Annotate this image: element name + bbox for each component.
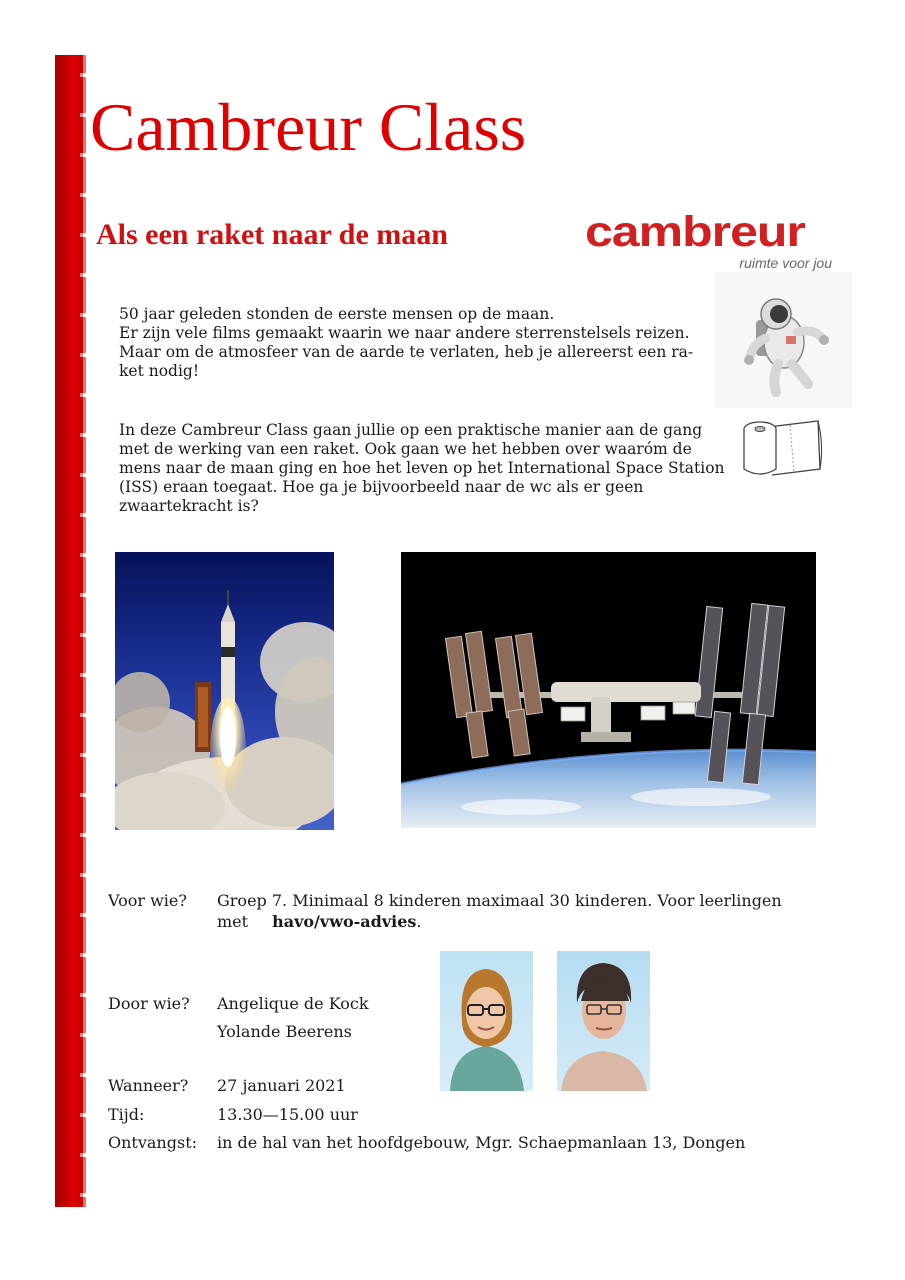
voor-wie-line2 bbox=[217, 912, 421, 932]
voor-wie-advice: havo/vwo-advies bbox=[272, 912, 417, 931]
body-line: zwaartekracht is? bbox=[119, 497, 259, 515]
voor-wie-label: Voor wie? bbox=[108, 891, 187, 910]
intro-line: 50 jaar geleden stonden de eerste mensen op de maan. bbox=[119, 305, 555, 323]
astronaut-icon bbox=[714, 272, 852, 408]
decorative-red-bar bbox=[55, 55, 83, 1207]
toilet-roll-icon bbox=[738, 413, 826, 485]
body-line: In deze Cambreur Class gaan jullie op een praktische manier aan de gang bbox=[119, 421, 703, 439]
presenter-photo bbox=[557, 951, 650, 1091]
wanneer-label: Wanneer? bbox=[108, 1076, 189, 1095]
logo-wordmark: cambreur bbox=[585, 207, 805, 256]
wanneer-value: 27 januari 2021 bbox=[217, 1076, 346, 1095]
body-line: met de werking van een raket. Ook gaan we het hebben over waaróm de bbox=[119, 440, 692, 458]
body-line: (ISS) eraan toegaat. Hoe ga je bijvoorbeeld naar de wc als er geen bbox=[119, 478, 644, 496]
ontvangst-value: in de hal van het hoofdgebouw, Mgr. Schaepmanlaan 13, Dongen bbox=[217, 1133, 746, 1152]
rocket-launch-photo bbox=[115, 552, 334, 830]
tijd-value: 13.30—15.00 uur bbox=[217, 1105, 358, 1124]
presenter-photo bbox=[440, 951, 533, 1091]
cambreur-logo bbox=[585, 207, 840, 272]
intro-line: Maar om de atmosfeer van de aarde te verlaten, heb je allereerst een ra- bbox=[119, 343, 694, 361]
body-paragraph bbox=[119, 421, 734, 516]
voor-wie-line1: Groep 7. Minimaal 8 kinderen maximaal 30 kinderen. Voor leerlingen bbox=[217, 891, 782, 910]
voor-wie-suffix: . bbox=[416, 912, 422, 931]
page-subtitle: Als een raket naar de maan bbox=[96, 218, 448, 251]
intro-paragraph bbox=[119, 305, 734, 381]
tijd-label: Tijd: bbox=[108, 1105, 145, 1124]
logo-tagline: ruimte voor jou bbox=[739, 255, 832, 271]
voor-wie-prefix: met bbox=[217, 912, 249, 931]
body-line: mens naar de maan ging en hoe het leven op het International Space Station bbox=[119, 459, 725, 477]
door-wie-label: Door wie? bbox=[108, 994, 190, 1013]
presenter-name: Angelique de Kock bbox=[217, 994, 369, 1013]
presenter-name: Yolande Beerens bbox=[217, 1022, 352, 1041]
iss-photo bbox=[401, 552, 816, 828]
page-title: Cambreur Class bbox=[90, 89, 527, 165]
intro-line: ket nodig! bbox=[119, 362, 200, 380]
ontvangst-label: Ontvangst: bbox=[108, 1133, 198, 1152]
intro-line: Er zijn vele films gemaakt waarin we naar andere sterrenstelsels reizen. bbox=[119, 324, 690, 342]
